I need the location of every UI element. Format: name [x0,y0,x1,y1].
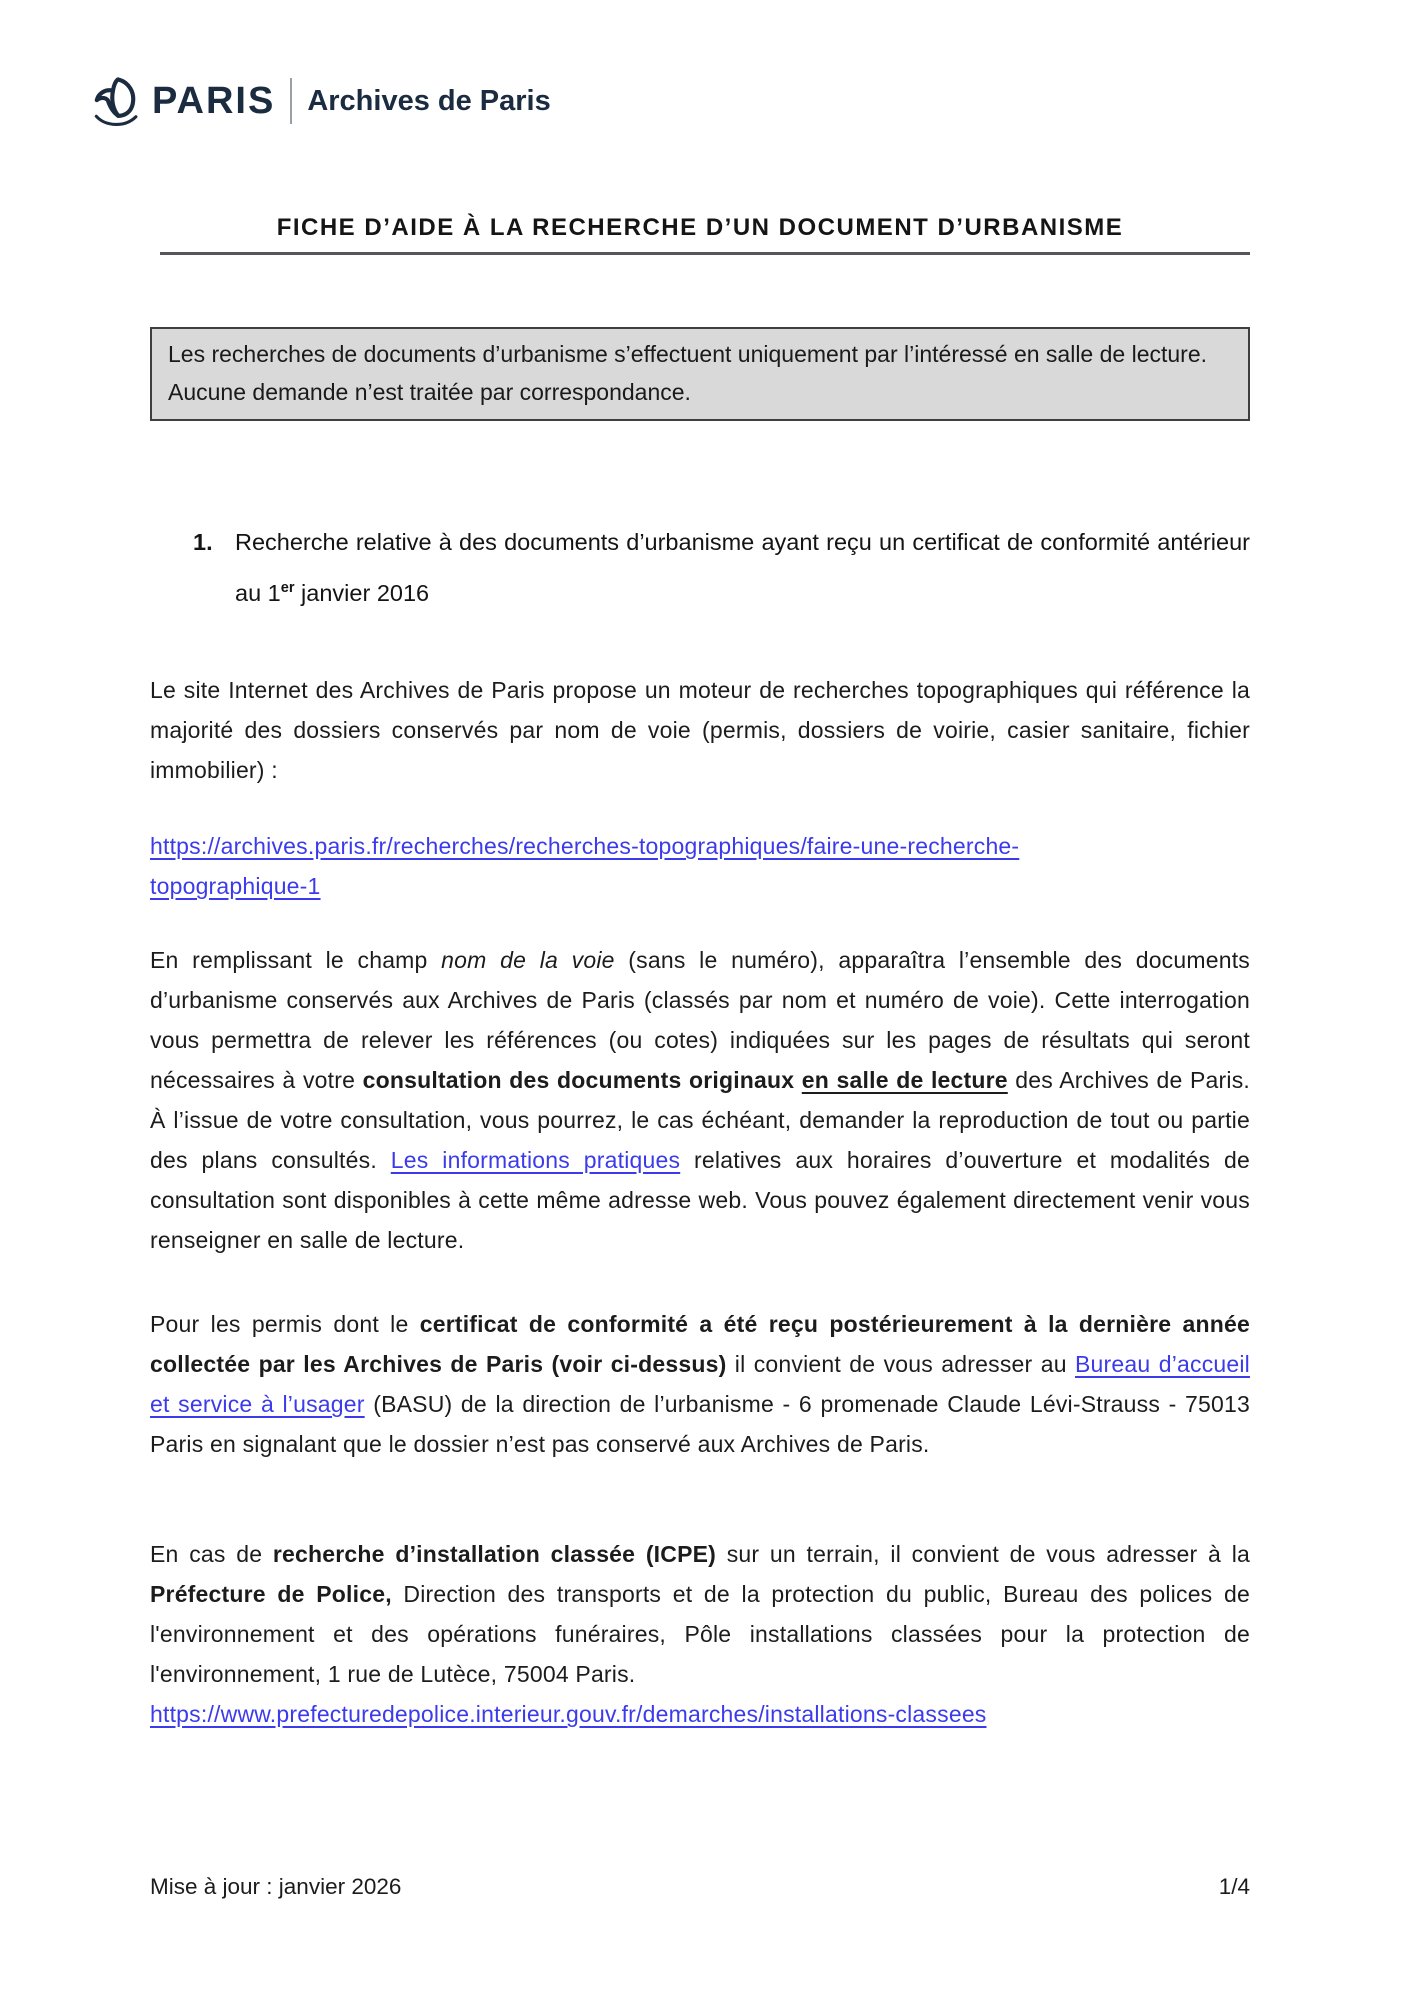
hyperlink[interactable]: Les informations pratiques [390,1146,681,1173]
text-run: des Archives de Paris. À l’issue de votre consultation, vous pourrez, le cas échéant, demander la reproduction de tout ou partie des plans consultés. [150,1066,1251,1173]
section-1-heading [150,519,1250,616]
page-title: FICHE D’AIDE À LA RECHERCHE D’UN DOCUMENT D’URBANISME [276,214,1124,241]
brand-header [90,75,1250,127]
text-run: (BASU) de la direction de l’urbanisme - 6 promenade Claude Lévi-Strauss - 75013 Paris en signalant que le dossier n’est pas conservé aux Archives de Paris. [150,1390,1250,1457]
text-run: en salle de lecture [801,1066,1008,1093]
title-rule [160,252,1250,255]
paragraph-icpe [150,1534,1250,1694]
footer-updated-date: Mise à jour : janvier 2026 [150,1874,402,1899]
section-1-title [235,519,1250,616]
text-run: nom de la voie [441,946,615,973]
paragraph-permits-basu [150,1304,1250,1464]
brand-subtitle: Archives de Paris [307,84,551,117]
text-run: er [280,580,295,596]
notice-box [150,327,1250,421]
footer-page-number: 1/4 [1218,1874,1250,1899]
text-run: Recherche relative à des documents d’urbanisme ayant reçu un certificat de conformité antérieur au 1 [235,529,1250,606]
text-run: relatives aux horaires d’ouverture et modalités de consultation sont disponibles à cette même adresse web. Vous pouvez également directement venir vous renseigner en salle de lecture. [150,1146,1250,1253]
text-run: recherche d’installation classée (ICPE) [272,1540,717,1567]
page-footer [150,1874,1250,1900]
text-run: Le site Internet des Archives de Paris propose un moteur de recherches topographiques qui référence la majorité des dossiers conservés par nom de voie (permis, dossiers de voirie, casier sanitaire, fichier immobilier) : [150,676,1250,783]
section-1-number: 1. [193,529,213,555]
text-run: certificat de conformité a été reçu postérieurement à la dernière année collectée par les Archives de Paris (voir ci-dessus) [150,1310,1251,1377]
brand-divider [290,78,292,124]
text-run: (sans le numéro), apparaîtra l’ensemble des documents d’urbanisme conservés aux Archives de Paris (classés par nom et numéro de voie). Cette interrogation vous permettra de relever les références (ou cotes) indiquées sur les pages de résultats qui seront nécessaires à votre [150,946,1251,1093]
paragraph-topographic-link [150,826,1250,906]
hyperlink[interactable]: https://www.prefecturedepolice.interieur.gouv.fr/demarches/installations-classees [150,1700,987,1727]
paragraph-search-instructions [150,940,1250,1260]
text-run: En remplissant le champ [150,946,442,973]
hyperlink[interactable]: topographique-1 [150,872,321,899]
text-run: janvier 2016 [294,579,430,606]
hyperlink[interactable]: Bureau d’accueil et service à l’usager [150,1350,1250,1417]
text-run: Pour les permis dont le [150,1310,420,1337]
hyperlink[interactable]: https://archives.paris.fr/recherches/recherches-topographiques/faire-une-recherche- [150,832,1020,859]
brand-wordmark: PARIS [152,80,276,122]
notice-text: Les recherches de documents d’urbanisme s’effectuent uniquement par l’intéressé en salle de lecture. Aucune demande n’est traitée par correspondance. [168,341,1208,405]
paris-sailboat-logo-icon [90,75,144,127]
text-run: En cas de [150,1540,273,1567]
text-run: Direction des transports et de la protection du public, Bureau des polices de l'environnement et des opérations funéraires, Pôle installations classées pour la protection de l'environnement, 1 rue de Lutèce, 75004 Paris. [150,1580,1250,1687]
paragraph-icpe-link [150,1694,1250,1734]
paragraph-intro [150,670,1250,790]
text-run: sur un terrain, il convient de vous adresser à la [716,1540,1250,1567]
text-run: consultation des documents originaux [362,1066,802,1093]
text-run: Préfecture de Police, [150,1580,392,1607]
text-run: il convient de vous adresser au [726,1350,1076,1377]
